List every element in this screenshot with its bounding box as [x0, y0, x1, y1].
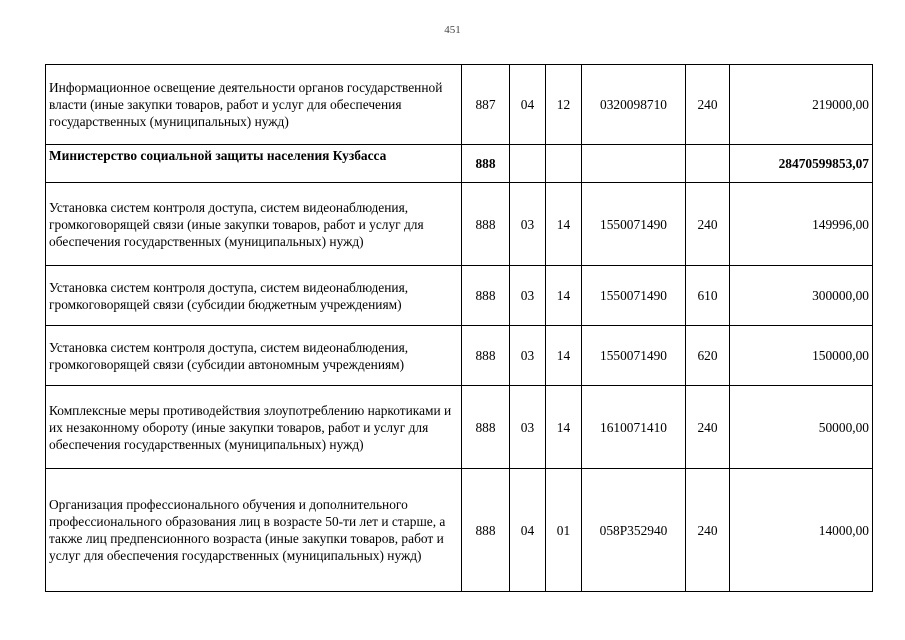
- row-name: Министерство социальной защиты населения Кузбасса: [46, 145, 462, 183]
- row-rz: [510, 145, 546, 183]
- row-csr: 1550071490: [582, 183, 686, 266]
- row-name: Установка систем контроля доступа, систем видеонаблюдения, громкоговорящей связи (субсидии автономным учреждениям): [46, 326, 462, 386]
- row-pr: 14: [546, 183, 582, 266]
- row-csr: [582, 145, 686, 183]
- row-vr: 240: [686, 183, 730, 266]
- row-rz: 04: [510, 469, 546, 592]
- row-pr: 01: [546, 469, 582, 592]
- row-csr: 058P352940: [582, 469, 686, 592]
- row-csr: 0320098710: [582, 65, 686, 145]
- row-grbs: 888: [462, 145, 510, 183]
- row-rz: 03: [510, 326, 546, 386]
- row-vr: 610: [686, 266, 730, 326]
- row-pr: 14: [546, 326, 582, 386]
- row-sum: 28470599853,07: [730, 145, 873, 183]
- row-sum: 14000,00: [730, 469, 873, 592]
- row-rz: 03: [510, 183, 546, 266]
- row-name: Комплексные меры противодействия злоупотреблению наркотиками и их незаконному обороту (иные закупки товаров, работ и услуг для обеспечения государственных (муниципальных) нужд): [46, 386, 462, 469]
- budget-table: [45, 64, 873, 592]
- table-row: [46, 266, 873, 326]
- row-csr: 1610071410: [582, 386, 686, 469]
- row-name: Установка систем контроля доступа, систем видеонаблюдения, громкоговорящей связи (субсидии бюджетным учреждениям): [46, 266, 462, 326]
- row-grbs: 888: [462, 386, 510, 469]
- row-vr: [686, 145, 730, 183]
- row-vr: 620: [686, 326, 730, 386]
- table-row: [46, 469, 873, 592]
- row-vr: 240: [686, 65, 730, 145]
- row-grbs: 887: [462, 65, 510, 145]
- row-pr: 14: [546, 386, 582, 469]
- table-row: [46, 65, 873, 145]
- row-pr: 12: [546, 65, 582, 145]
- row-pr: [546, 145, 582, 183]
- table-row: [46, 386, 873, 469]
- row-vr: 240: [686, 469, 730, 592]
- row-pr: 14: [546, 266, 582, 326]
- row-sum: 300000,00: [730, 266, 873, 326]
- table-row: [46, 145, 873, 183]
- page-number: 451: [444, 24, 461, 36]
- row-csr: 1550071490: [582, 266, 686, 326]
- table-row: [46, 326, 873, 386]
- row-name: Организация профессионального обучения и дополнительного профессионального образования лиц в возрасте 50-ти лет и старше, а также лиц предпенсионного возраста (иные закупки товаров, работ и услуг для обеспечения государственных (муниципальных) нужд): [46, 469, 462, 592]
- row-sum: 150000,00: [730, 326, 873, 386]
- row-rz: 03: [510, 386, 546, 469]
- row-csr: 1550071490: [582, 326, 686, 386]
- row-name: Информационное освещение деятельности органов государственной власти (иные закупки товаров, работ и услуг для обеспечения государственных (муниципальных) нужд): [46, 65, 462, 145]
- row-sum: 219000,00: [730, 65, 873, 145]
- row-grbs: 888: [462, 266, 510, 326]
- row-rz: 03: [510, 266, 546, 326]
- table-row: [46, 183, 873, 266]
- row-rz: 04: [510, 65, 546, 145]
- row-sum: 149996,00: [730, 183, 873, 266]
- row-grbs: 888: [462, 183, 510, 266]
- row-vr: 240: [686, 386, 730, 469]
- row-grbs: 888: [462, 469, 510, 592]
- row-grbs: 888: [462, 326, 510, 386]
- row-name: Установка систем контроля доступа, систем видеонаблюдения, громкоговорящей связи (иные закупки товаров, работ и услуг для обеспечения государственных (муниципальных) нужд): [46, 183, 462, 266]
- row-sum: 50000,00: [730, 386, 873, 469]
